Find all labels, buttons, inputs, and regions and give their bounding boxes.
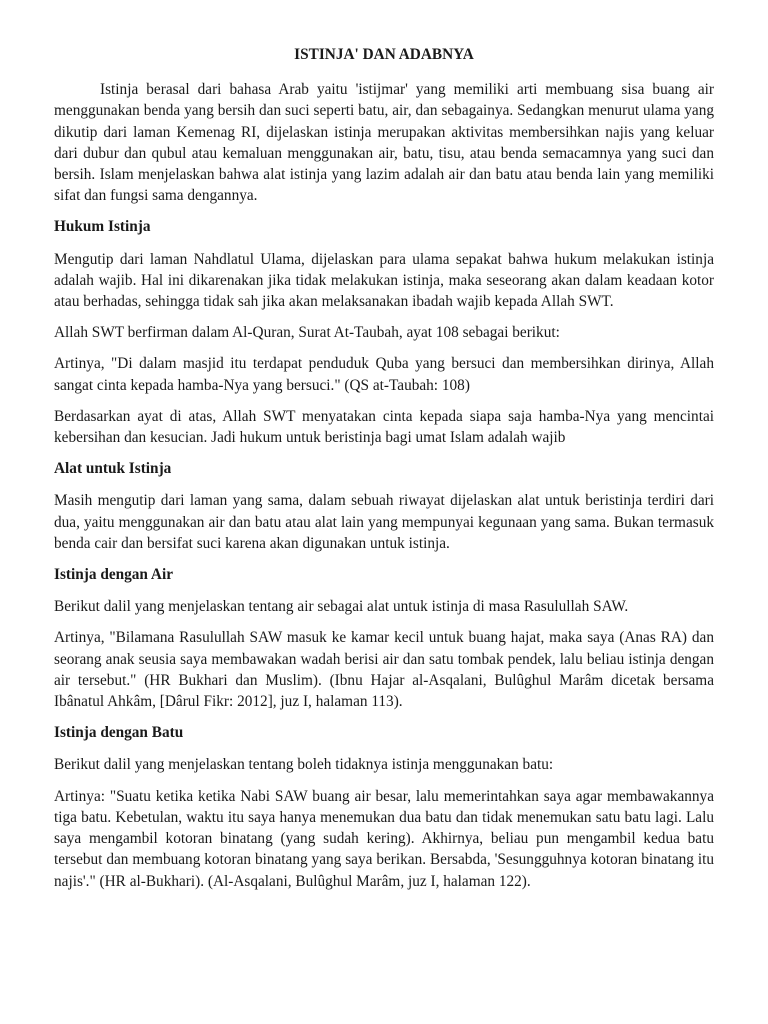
document-page [54,44,714,902]
section-paragraph: Allah SWT berfirman dalam Al-Quran, Surat At-Taubah, ayat 108 sebagai berikut: [54,324,560,342]
section-paragraph: Berdasarkan ayat di atas, Allah SWT menyatakan cinta kepada siapa saja hamba-Nya yang mencintai kebersihan dan kesucian. Jadi hukum untuk beristinja bagi umat Islam adalah wajib [54,407,714,447]
section-paragraph: Artinya, "Bilamana Rasulullah SAW masuk ke kamar kecil untuk buang hajat, maka saya (Anas RA) dan seorang anak seusia saya membawakan wadah berisi air dan satu tombak pendek, lalu beliau istinja dengan air tersebut." (HR Bukhari dan Muslim). (Ibnu Hajar al-Asqalani, Bulûghul Marâm dicetak bersama Ibânatul Ahkâm, [Dârul Fikr: 2012], juz I, halaman 113). [54,629,714,711]
section-paragraph: Mengutip dari laman Nahdlatul Ulama, dijelaskan para ulama sepakat bahwa hukum melakukan istinja adalah wajib. Hal ini dikarenakan jika tidak melakukan istinja, maka seseorang akan dalam keadaan kotor atau berhadas, sehingga tidak sah jika akan melaksanakan ibadah wajib kepada Allah SWT. [54,250,714,311]
section-heading-istinja-batu: Istinja dengan Batu [54,724,184,742]
section-paragraph: Berikut dalil yang menjelaskan tentang boleh tidaknya istinja menggunakan batu: [54,756,554,774]
section-heading-istinja-air: Istinja dengan Air [54,566,173,584]
intro-paragraph: Istinja berasal dari bahasa Arab yaitu 'istijmar' yang memiliki arti membuang sisa buang air menggunakan benda yang bersih dan suci seperti batu, air, dan sebagainya. Sedangkan menurut ulama yang dikutip dari laman Kemenag RI, dijelaskan istinja merupakan aktivitas membersihkan najis yang keluar dari dubur dan qubul atau kemaluan menggunakan air, batu, tisu, atau benda semacamnya yang suci dan bersih. Islam menjelaskan bahwa alat istinja yang lazim adalah air dan batu atau benda lain yang memiliki sifat dan fungsi sama dengannya. [54,81,714,205]
section-heading-hukum-istinja: Hukum Istinja [54,218,151,236]
section-paragraph: Artinya: "Suatu ketika ketika Nabi SAW buang air besar, lalu memerintahkan saya agar membawakannya tiga batu. Kebetulan, waktu itu saya hanya menemukan dua batu dan tidak menemukan satu batu lagi. Lalu saya mengambil kotoran binatang (yang sudah kering). Akhirnya, beliau pun mengambil kedua batu tersebut dan membuang kotoran binatang yang saya berikan. Bersabda, 'Sesungguhnya kotoran binatang itu najis'." (HR al-Bukhari). (Al-Asqalani, Bulûghul Marâm, juz I, halaman 122). [54,787,714,890]
document-title: ISTINJA' DAN ADABNYA [294,46,474,63]
section-heading-alat-istinja: Alat untuk Istinja [54,460,172,478]
section-paragraph: Artinya, "Di dalam masjid itu terdapat penduduk Quba yang bersuci dan membersihkan dirinya, Allah sangat cinta kepada hamba-Nya yang bersuci." (QS at-Taubah: 108) [54,355,714,394]
section-paragraph: Masih mengutip dari laman yang sama, dalam sebuah riwayat dijelaskan alat untuk beristinja terdiri dari dua, yaitu menggunakan air dan batu atau alat lain yang mempunyai kegunaan yang sama. Bukan termasuk benda cair dan bersifat suci karena akan digunakan untuk istinja. [54,492,714,552]
section-paragraph: Berikut dalil yang menjelaskan tentang air sebagai alat untuk istinja di masa Rasulullah SAW. [54,598,629,616]
